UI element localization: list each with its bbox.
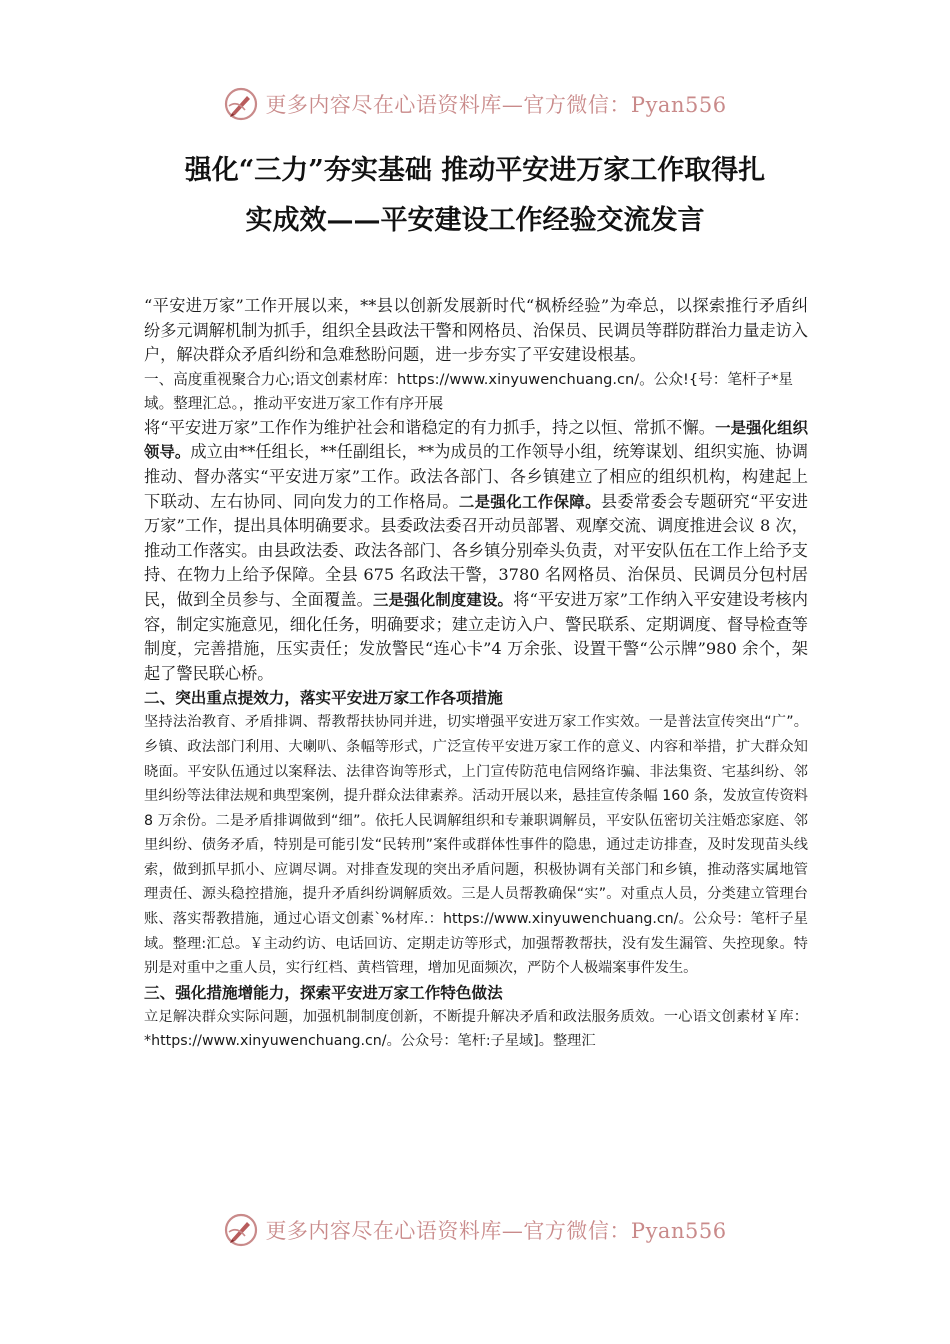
- section-2-heading: 二、突出重点提效力，落实平安进万家工作各项措施: [144, 689, 503, 708]
- watermark-text: 更多内容尽在心语资料库—官方微信：Pyan556: [265, 1219, 727, 1243]
- pen-circle-logo-icon: [223, 1212, 259, 1248]
- section-1-lead-3: 三是强化制度建设。: [373, 590, 514, 609]
- intro-paragraph: “平安进万家”工作开展以来，**县以创新发展新时代“枫桥经验”为牵总，以探索推行矛盾纠纷多元调解机制为抓手，组织全县政法干警和网格员、治保员、民调员等群防群治力量走访入户，解决群众矛盾纠纷和急难愁盼问题，进一步夯实了平安建设根基。: [144, 296, 808, 365]
- section-1-text-b: 成立由**任组长，**任副组长，**为成员的工作领导小组，统筹谋划、组织实施、协调推动、督办落实“平安进万家”工作。政法各部门、各乡镇建立了相应的组织机构，构建起上下联动、左右协同、同向发力的工作格局。: [144, 442, 808, 511]
- watermark-top: [0, 84, 950, 124]
- section-3-heading: 三、强化措施增能力，探索平安进万家工作特色做法: [144, 983, 503, 1002]
- section-1-paragraph: [144, 416, 808, 687]
- title-line-1: 强化“三力”夯实基础 推动平安进万家工作取得扎: [184, 155, 766, 186]
- document-title: [120, 146, 830, 246]
- section-1-lead-2: 二是强化工作保障。: [458, 492, 601, 511]
- section-1-text-d: 将“平安进万家”工作纳入平安建设考核内容，制定实施意见，细化任务，明确要求；建立走访入户、警民联系、定期调度、督导检查等制度，完善措施，压实责任；发放警民“连心卡”4 万余张、设置干警“公示牌”980 余个，架起了警民联心桥。: [144, 589, 808, 683]
- section-1-text-c: 县委常委会专题研究“平安进万家”工作，提出具体明确要求。县委政法委召开动员部署、观摩交流、调度推进会议 8 次，推动工作落实。由县政法委、政法各部门、各乡镇分别牵头负责，对平安队伍在工作上给予支持、在物力上给予保障。全县 675 名政法干警，3780 名网格员、治保员、民调员分包村居民，做到全员参与、全面覆盖。: [144, 491, 808, 609]
- section-1-text-a: 将“平安进万家”工作作为维护社会和谐稳定的有力抓手，持之以恒、常抓不懈。: [144, 417, 716, 437]
- title-line-2: 实成效——平安建设工作经验交流发言: [245, 205, 705, 236]
- pen-circle-logo-icon: [223, 86, 259, 122]
- watermark-text: 更多内容尽在心语资料库—官方微信：Pyan556: [265, 93, 727, 117]
- section-3-paragraph: 立足解决群众实际问题，加强机制制度创新，不断提升解决矛盾和政法服务质效。一心语文创素材￥库：*https://www.xinyuwenchuang.cn/。公众号：笔杆:子星域]。整理汇: [144, 1008, 808, 1050]
- section-1-heading: 一、高度重视聚合力心;语文创素材库：https://www.xinyuwenchuang.cn/。公众!{号：笔杆子*星域。整理汇总。，推动平安进万家工作有序开展: [144, 370, 794, 412]
- section-1-lead-1: 一是强化组织领导。: [144, 418, 808, 462]
- section-2-paragraph: 坚持法治教育、矛盾排调、帮教帮扶协同并进，切实增强平安进万家工作实效。一是普法宣传突出“广”。乡镇、政法部门利用、大喇叭、条幅等形式，广泛宣传平安进万家工作的意义、内容和举措，扩大群众知晓面。平安队伍通过以案释法、法律咨询等形式，上门宣传防范电信网络诈骗、非法集资、宅基纠纷、邻里纠纷等法律法规和典型案例，提升群众法律素养。活动开展以来，悬挂宣传条幅 160 条，发放宣传资料 8 万余份。二是矛盾排调做到“细”。依托人民调解组织和专兼职调解员，平安队伍密切关注婚恋家庭、邻里纠纷、债务矛盾，特别是可能引发“民转刑”案件或群体性事件的隐患，通过走访排查，及时发现苗头线索，做到抓早抓小、应调尽调。对排查发现的突出矛盾问题，积极协调有关部门和乡镇，推动落实属地管理责任、源头稳控措施，提升矛盾纠纷调解质效。三是人员帮教确保“实”。对重点人员，分类建立管理台账、落实帮教措施，通过心语文创素`%材库.：https://www.xinyuwenchuang.cn/。公众号：笔杆子星域。整理:汇总。￥主动约访、电话回访、定期走访等形式，加强帮教帮扶，没有发生漏管、失控现象。特别是对重中之重人员，实行红档、黄档管理，增加见面频次，严防个人极端案事件发生。: [144, 714, 808, 977]
- watermark-bottom: [0, 1210, 950, 1250]
- document-body: [144, 294, 808, 1054]
